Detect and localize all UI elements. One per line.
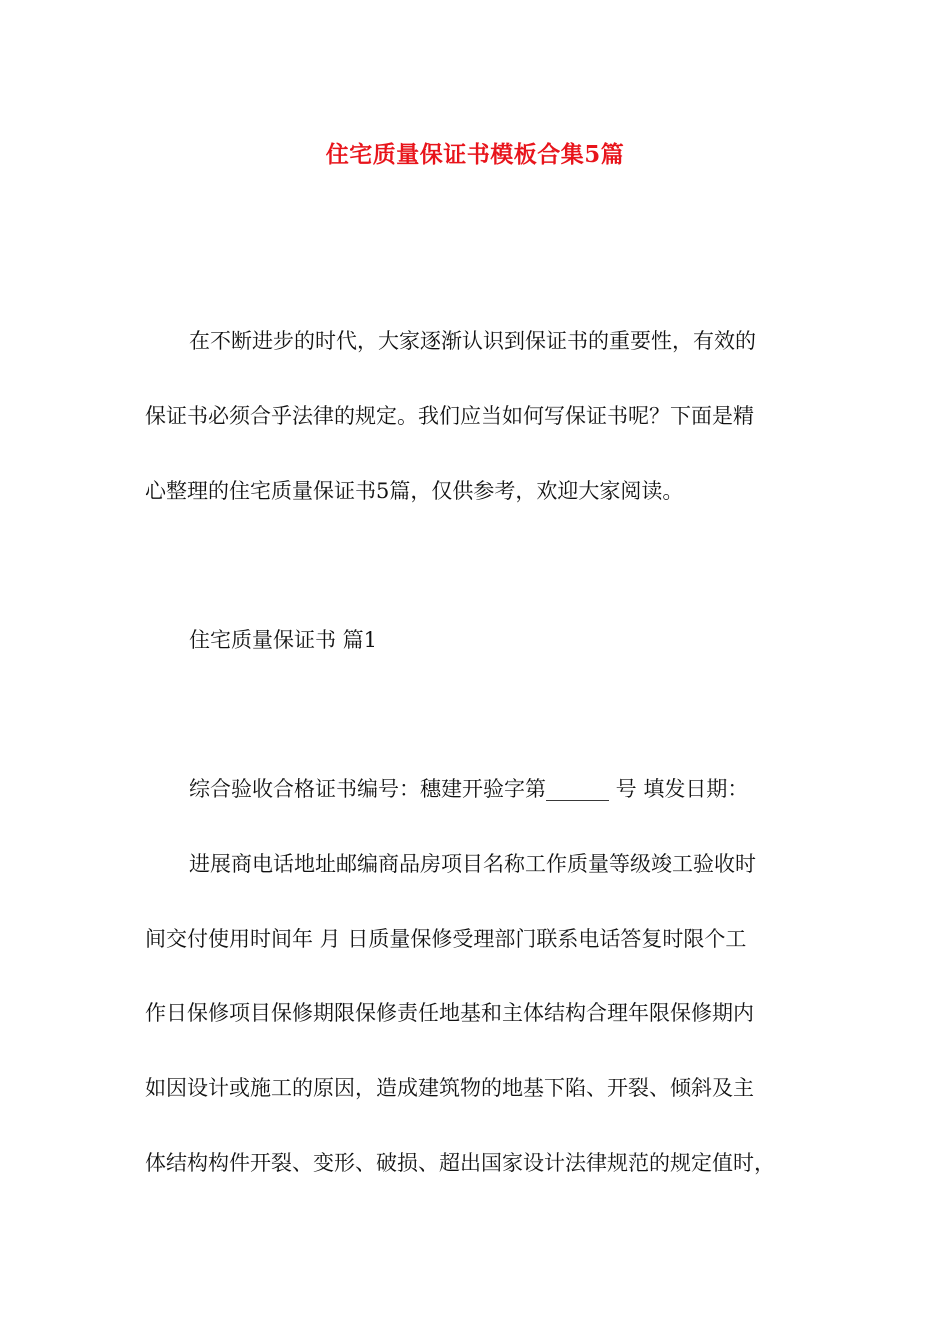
body-line-5: 体结构构件开裂、变形、破损、超出国家设计法律规范的规定值时， bbox=[145, 1151, 775, 1175]
intro-line-3: 心整理的住宅质量保证书5篇，仅供参考，欢迎大家阅读。 bbox=[145, 479, 684, 503]
body-line-4: 如因设计或施工的原因，造成建筑物的地基下陷、开裂、倾斜及主 bbox=[145, 1076, 754, 1100]
body-line-3: 作日保修项目保修期限保修责任地基和主体结构合理年限保修期内 bbox=[145, 1001, 754, 1025]
intro-line-2: 保证书必须合乎法律的规定。我们应当如何写保证书呢？下面是精 bbox=[145, 404, 754, 428]
certificate-line: 综合验收合格证书编号：穗建开验字第______ 号 填发日期： bbox=[189, 777, 749, 801]
intro-line-1: 在不断进步的时代，大家逐渐认识到保证书的重要性，有效的 bbox=[189, 329, 756, 353]
body-line-2: 间交付使用时间年 月 日质量保修受理部门联系电话答复时限个工 bbox=[145, 927, 747, 951]
body-line-1: 进展商电话地址邮编商品房项目名称工作质量等级竣工验收时 bbox=[189, 852, 756, 876]
section-heading: 住宅质量保证书 篇1 bbox=[189, 628, 378, 652]
document-title: 住宅质量保证书模板合集5篇 bbox=[325, 141, 625, 168]
